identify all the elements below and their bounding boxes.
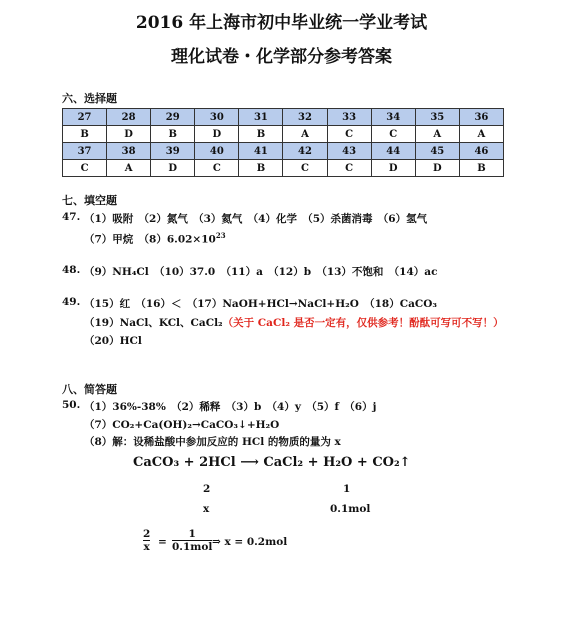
table-row <box>63 109 504 126</box>
answer-line: （9）NH₄Cl （10）37.0 （11）a （12）b （13）不饱和 （14）ac <box>84 266 438 278</box>
answer-line: （1）吸附 （2）氮气 （3）氦气 （4）化学 （5）杀菌消毒 （6）氢气 <box>84 213 428 225</box>
answer-text: （19）NaCl、KCl、CaCl₂ <box>84 317 223 329</box>
table-cell: C <box>327 126 371 143</box>
table-cell: 28 <box>107 109 151 126</box>
question-number: 50. <box>62 399 81 411</box>
unknown-amount: x <box>203 503 210 515</box>
fraction <box>143 528 150 553</box>
table-cell: 30 <box>195 109 239 126</box>
table-cell: 45 <box>415 143 459 160</box>
fraction <box>172 528 212 553</box>
table-cell: 36 <box>459 109 503 126</box>
page-title: 2016 年上海市初中毕业统一学业考试 <box>135 13 428 33</box>
answer-line: （20）HCl <box>84 335 142 347</box>
answer-text: （7）甲烷 （8）6.02×10 <box>84 233 216 246</box>
section-heading-fill: 七、填空题 <box>62 194 117 207</box>
chemical-equation: CaCO₃ + 2HCl ⟶ CaCl₂ + H₂O + CO₂↑ <box>133 455 411 470</box>
table-cell: 38 <box>107 143 151 160</box>
table-cell: 29 <box>151 109 195 126</box>
table-cell: D <box>107 126 151 143</box>
mole-ratio: 1 <box>343 483 351 495</box>
table-cell: 44 <box>371 143 415 160</box>
superscript: 23 <box>215 231 226 240</box>
table-cell: 33 <box>327 109 371 126</box>
table-cell: C <box>195 160 239 177</box>
table-cell: 31 <box>239 109 283 126</box>
table-cell: D <box>151 160 195 177</box>
denominator: 0.1mol <box>172 541 213 553</box>
answer-table <box>62 108 504 177</box>
question-number: 48. <box>62 264 81 276</box>
question-number: 47. <box>62 211 81 223</box>
numerator: 2 <box>143 528 151 540</box>
section-heading-choice: 六、选择题 <box>62 92 117 105</box>
page-subtitle: 理化试卷・化学部分参考答案 <box>171 47 392 67</box>
table-cell: C <box>63 160 107 177</box>
question-number: 49. <box>62 296 81 308</box>
table-cell: D <box>371 160 415 177</box>
table-cell: B <box>151 126 195 143</box>
table-cell: 32 <box>283 109 327 126</box>
table-cell: 40 <box>195 143 239 160</box>
answer-line: （1）36%-38% （2）稀释 （3）b （4）y （5）f （6）j <box>84 401 377 413</box>
table-row <box>63 143 504 160</box>
table-cell: B <box>239 160 283 177</box>
table-cell: 37 <box>63 143 107 160</box>
equals-sign: = <box>158 536 167 548</box>
answer-line: （8）解：设稀盐酸中参加反应的 HCl 的物质的量为 x <box>84 436 341 448</box>
answer-line <box>84 315 504 330</box>
answer-line: （7）CO₂+Ca(OH)₂→CaCO₃↓+H₂O <box>84 419 280 431</box>
table-cell: 41 <box>239 143 283 160</box>
table-cell: C <box>283 160 327 177</box>
table-cell: B <box>63 126 107 143</box>
table-row <box>63 126 504 143</box>
table-cell: B <box>239 126 283 143</box>
denominator: x <box>143 541 150 553</box>
numerator: 1 <box>188 528 196 540</box>
table-cell: D <box>415 160 459 177</box>
table-row <box>63 160 504 177</box>
table-cell: A <box>415 126 459 143</box>
section-heading-short: 八、简答题 <box>62 383 117 396</box>
table-cell: A <box>107 160 151 177</box>
table-cell: 43 <box>327 143 371 160</box>
table-cell: 27 <box>63 109 107 126</box>
given-amount: 0.1mol <box>330 503 371 515</box>
table-cell: A <box>283 126 327 143</box>
mole-ratio: 2 <box>203 483 211 495</box>
answer-line <box>84 231 226 247</box>
result: ⇒ x = 0.2mol <box>212 536 288 548</box>
table-cell: C <box>327 160 371 177</box>
answer-line: （15）红 （16）＜ （17）NaOH+HCl→NaCl+H₂O （18）CaCO₃ <box>84 298 438 310</box>
table-cell: C <box>371 126 415 143</box>
table-cell: 35 <box>415 109 459 126</box>
table-cell: D <box>195 126 239 143</box>
reference-note: （关于 CaCl₂ 是否一定有，仅供参考！酚酞可写可不写！） <box>222 317 504 329</box>
table-cell: 39 <box>151 143 195 160</box>
table-cell: A <box>459 126 503 143</box>
table-cell: 46 <box>459 143 503 160</box>
table-cell: 42 <box>283 143 327 160</box>
table-cell: 34 <box>371 109 415 126</box>
table-cell: B <box>459 160 503 177</box>
